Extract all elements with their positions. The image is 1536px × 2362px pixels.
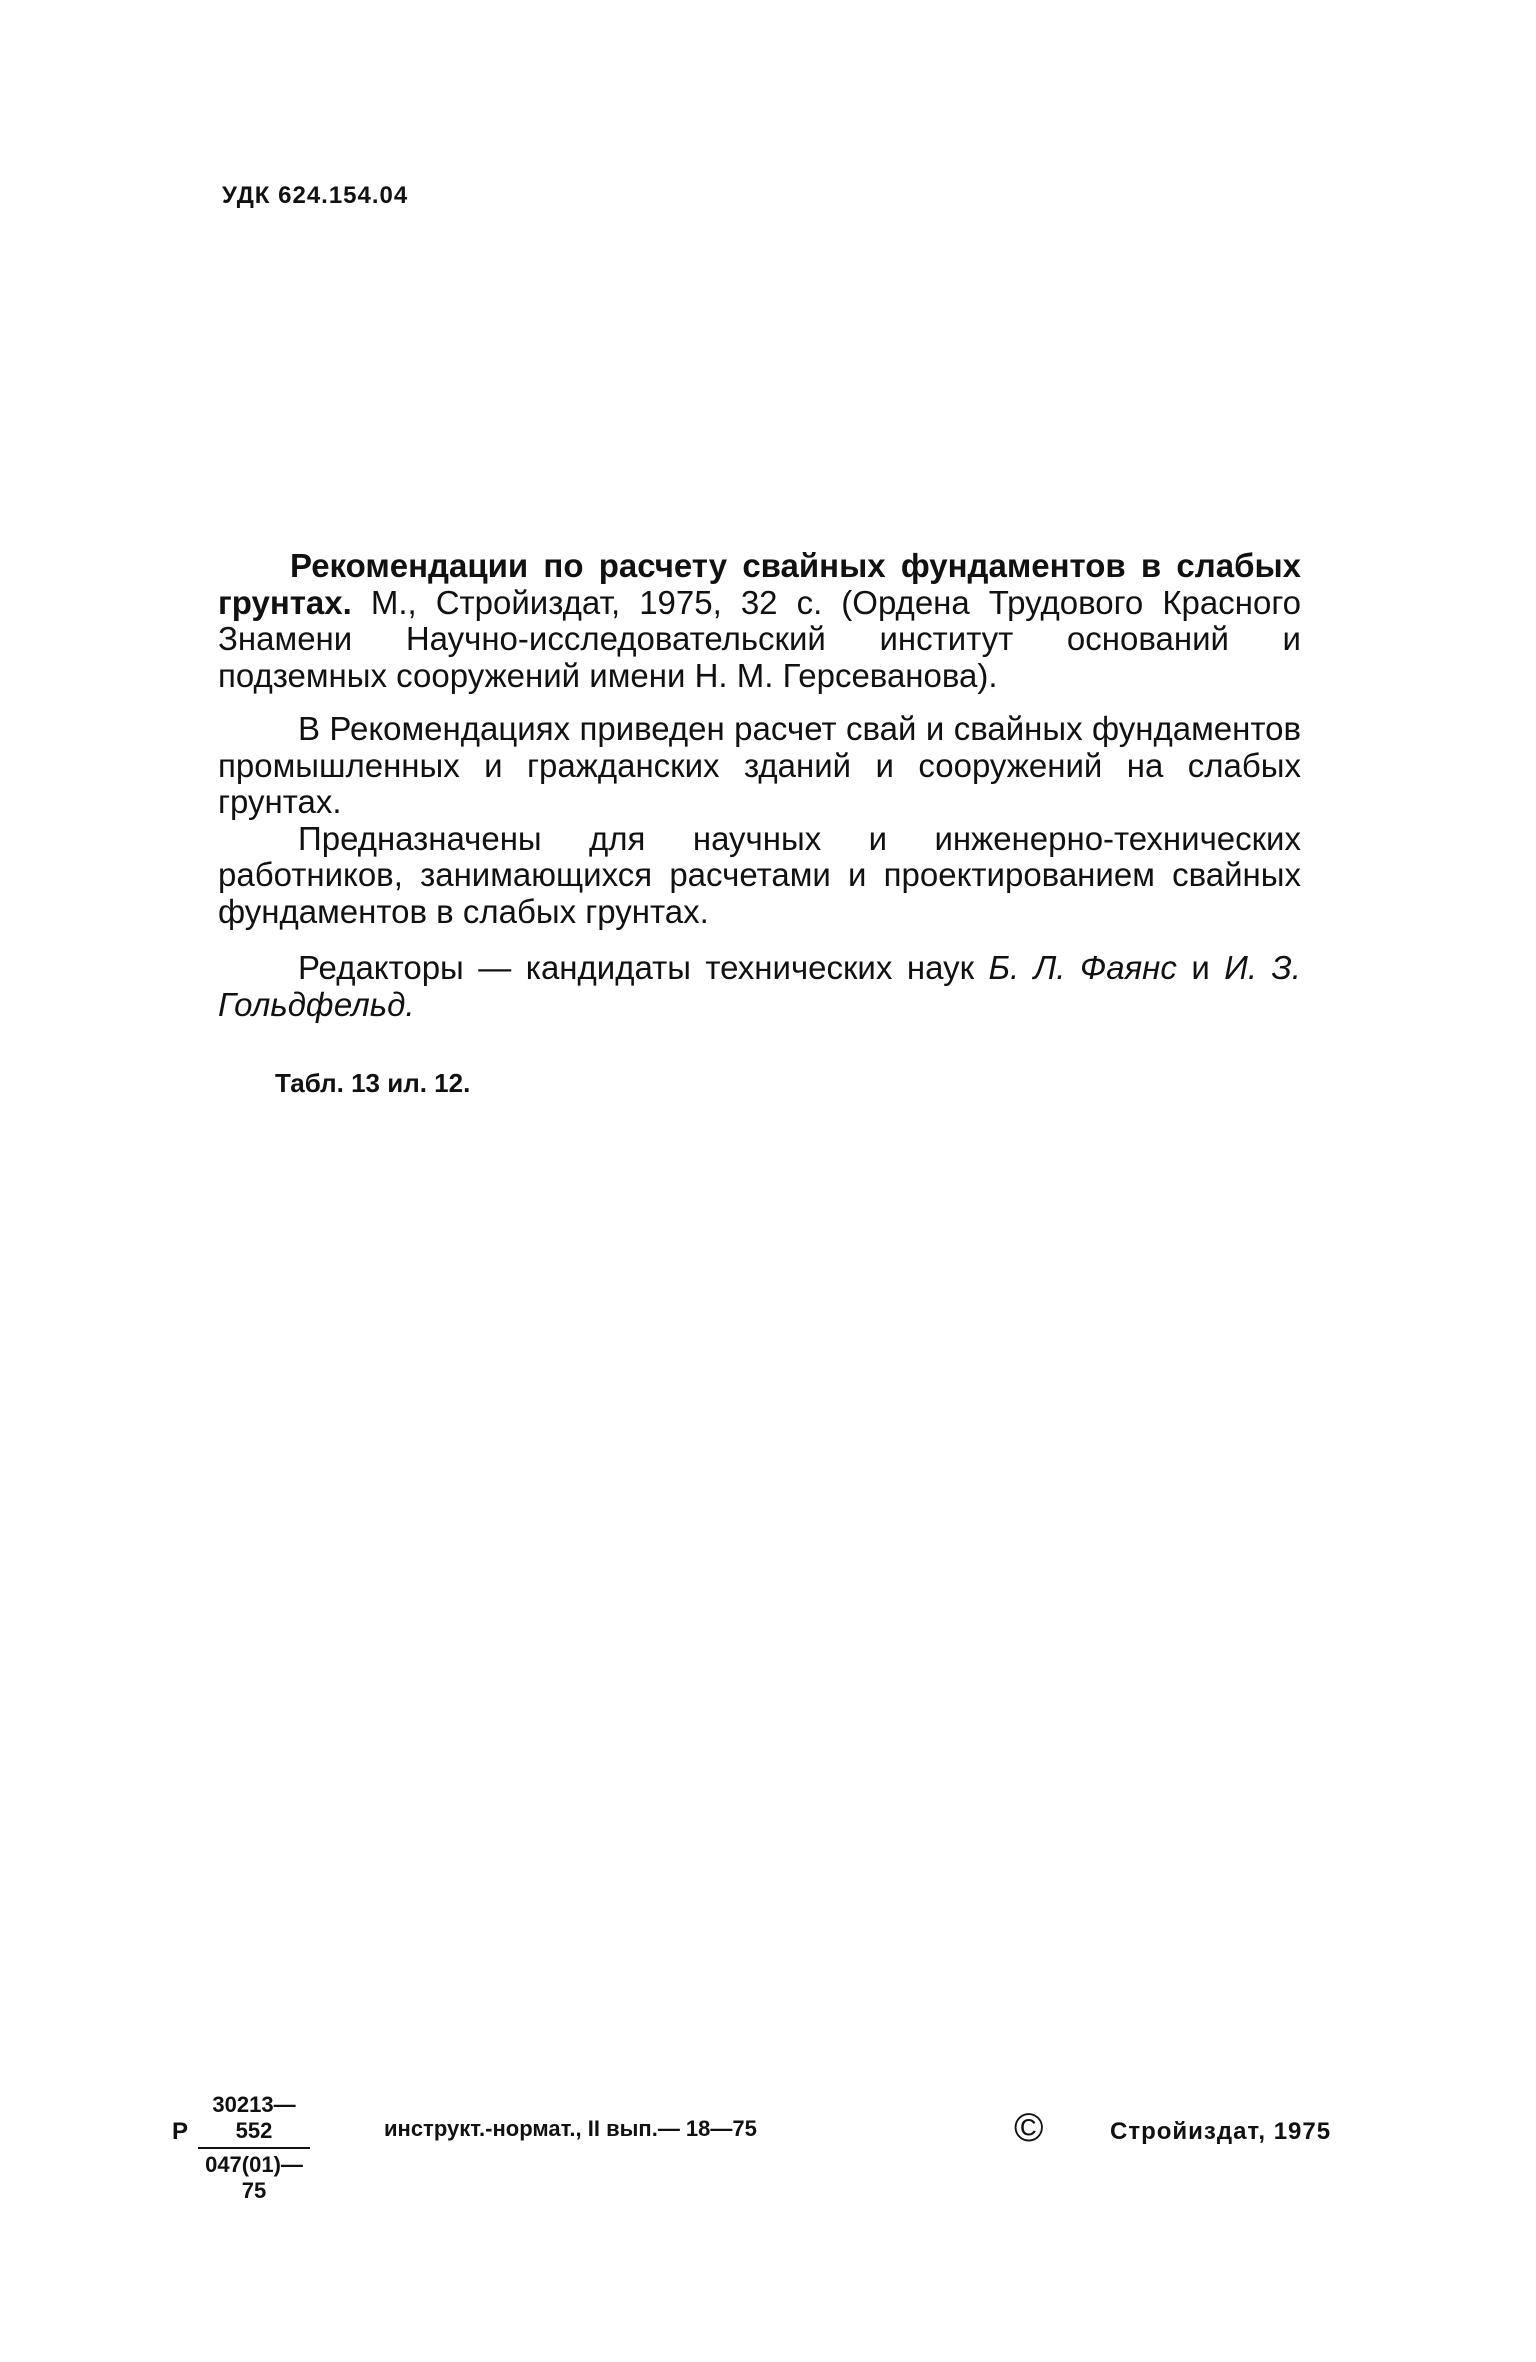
audience-paragraph: Предназначены для научных и инженерно-технических работников, занимающихся расчетами и проектированием свайных фундаментов в слабых грунтах. bbox=[218, 819, 1301, 930]
imprint-series: инструкт.-нормат., II вып.— 18—75 bbox=[384, 2116, 757, 2141]
tables-illustrations-count: Табл. 13 ил. 12. bbox=[275, 1068, 471, 1098]
imprint-code-numerator: 30213—552 bbox=[198, 2092, 310, 2149]
editors-line bbox=[218, 950, 1301, 1023]
bibliographic-details: М., Стройиздат, 1975, 32 с. (Ордена Трудового Красного Знамени Научно-исследовательский институт оснований и подземных сооружений имени Н. М. Герсеванова). bbox=[218, 583, 1301, 694]
annotation-paragraph: В Рекомендациях приведен расчет свай и свайных фундаментов промышленных и гражданских зданий и сооружений на слабых грунтах. bbox=[218, 710, 1301, 820]
bibliographic-description bbox=[218, 548, 1301, 694]
editors-label: Редакторы — кандидаты технических наук bbox=[298, 949, 989, 986]
editors-conjunction: и bbox=[1176, 949, 1225, 986]
imprint-prefix: Р bbox=[172, 2118, 189, 2145]
abstract-block bbox=[218, 548, 1301, 1023]
book-title: Рекомендации по расчету свайных фундаментов в слабых грунтах. bbox=[218, 547, 1301, 621]
imprint-code-fraction bbox=[198, 2092, 310, 2204]
udk-code: УДК 624.154.04 bbox=[222, 182, 409, 209]
editor-name-1: Б. Л. Фаянс bbox=[988, 949, 1177, 986]
editor-name-2: И. З. Гольдфельд. bbox=[218, 949, 1301, 1023]
imprint-code-denominator: 047(01)—75 bbox=[205, 2152, 303, 2203]
copyright-icon: © bbox=[1014, 2106, 1044, 2150]
publisher-year: Стройиздат, 1975 bbox=[1110, 2118, 1332, 2145]
imprint-line bbox=[172, 2092, 1362, 2203]
